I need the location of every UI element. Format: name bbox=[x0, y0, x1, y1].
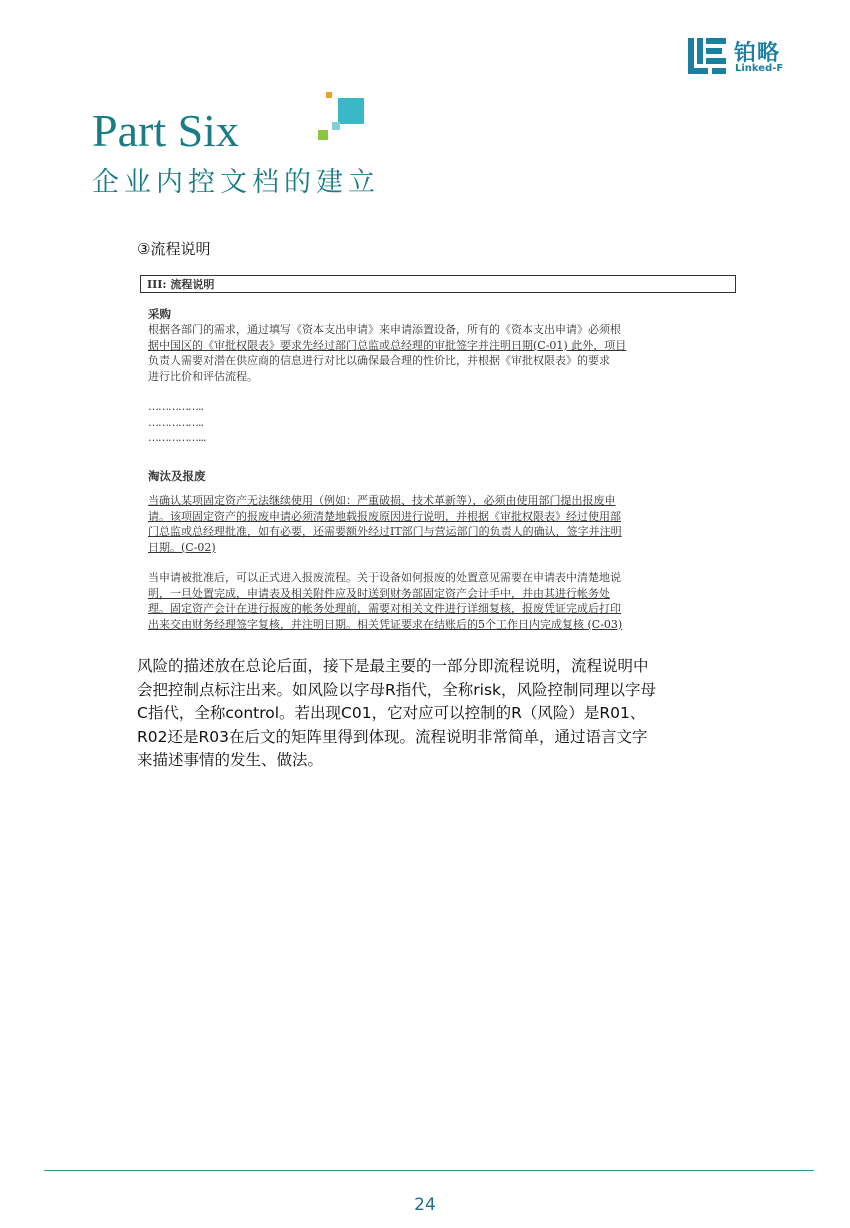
scan-ellipsis: ……………... bbox=[148, 431, 206, 444]
scan-line: 当申请被批准后，可以正式进入报废流程。关于设备如何报废的处置意见需要在申请表中清楚地说 bbox=[148, 571, 621, 584]
scan-line: 门总监或总经理批准，如有必要，还需要额外经过IT部门与营运部门的负责人的确认，签字并注明 bbox=[148, 525, 622, 538]
scan-purchase-heading: 采购 bbox=[148, 307, 171, 321]
body-line: C指代，全称control。若出现C01，它对应可以控制的R（风险）是R01、 bbox=[137, 704, 646, 722]
footer-divider bbox=[44, 1170, 814, 1171]
body-line: R02还是R03在后文的矩阵里得到体现。流程说明非常简单，通过语言文字 bbox=[137, 727, 648, 746]
logo-chinese-text: 铂略 bbox=[734, 41, 781, 66]
logo-english-text: Linked-F bbox=[735, 63, 784, 74]
body-line: 风险的描述放在总论后面，接下是最主要的一部分即流程说明，流程说明中 bbox=[137, 657, 649, 675]
scan-line: 明，一旦处置完成，申请表及相关附件应及时送到财务部固定资产会计手中，并由其进行帐务处 bbox=[148, 586, 610, 600]
brand-logo bbox=[688, 36, 808, 76]
scan-line: 根据各部门的需求，通过填写《资本支出申请》来申请添置设备，所有的《资本支出申请》必须根 bbox=[148, 323, 621, 336]
section-heading: ③流程说明 bbox=[137, 240, 211, 258]
scan-ellipsis: …………….. bbox=[148, 400, 203, 413]
scan-line: 据中国区的《审批权限表》要求先经过部门总监或总经理的审批签字并注明日期(C-01) 此外，项目 bbox=[148, 338, 627, 352]
scan-ellipsis: …………….. bbox=[148, 416, 203, 429]
scan-approval-paragraph bbox=[148, 570, 734, 632]
scan-purchase-paragraph bbox=[148, 322, 734, 384]
body-line: 会把控制点标注出来。如风险以字母R指代，全称risk，风险控制同理以字母 bbox=[137, 680, 657, 699]
scan-line: 当确认某项固定资产无法继续使用（例如：严重破损、技术革新等），必须由使用部门提出报废申 bbox=[148, 494, 616, 507]
decorative-squares-icon bbox=[318, 92, 368, 144]
logo-mark-icon bbox=[688, 38, 726, 74]
scan-section-label: III: 流程说明 bbox=[140, 275, 736, 293]
scan-line: 出来交由财务经理签字复核，并注明日期。相关凭证要求在结账后的5个工作日内完成复核 (C-03) bbox=[148, 617, 623, 631]
scan-disposal-paragraph bbox=[148, 493, 734, 555]
part-title: Part Six bbox=[92, 105, 239, 156]
page-number: 24 bbox=[414, 1195, 436, 1215]
scanned-document bbox=[140, 268, 740, 640]
scan-line: 理。固定资产会计在进行报废的帐务处理前，需要对相关文件进行详细复核，报废凭证完成后打印 bbox=[148, 602, 621, 615]
part-subtitle: 企业内控文档的建立 bbox=[92, 167, 380, 198]
scan-line: 请。该项固定资产的报废申请必须清楚地载报废原因进行说明，并根据《审批权限表》经过使用部 bbox=[148, 509, 621, 523]
scan-disposal-heading: 淘汰及报废 bbox=[148, 469, 206, 483]
scan-line: 日期。(C-02) bbox=[148, 540, 216, 554]
body-paragraph bbox=[137, 655, 717, 773]
scan-line: 负责人需要对潜在供应商的信息进行对比以确保最合理的性价比，并根据《审批权限表》的要求 bbox=[148, 354, 610, 367]
scan-line: 进行比价和评估流程。 bbox=[148, 369, 258, 383]
body-line: 来描述事情的发生、做法。 bbox=[137, 751, 324, 769]
